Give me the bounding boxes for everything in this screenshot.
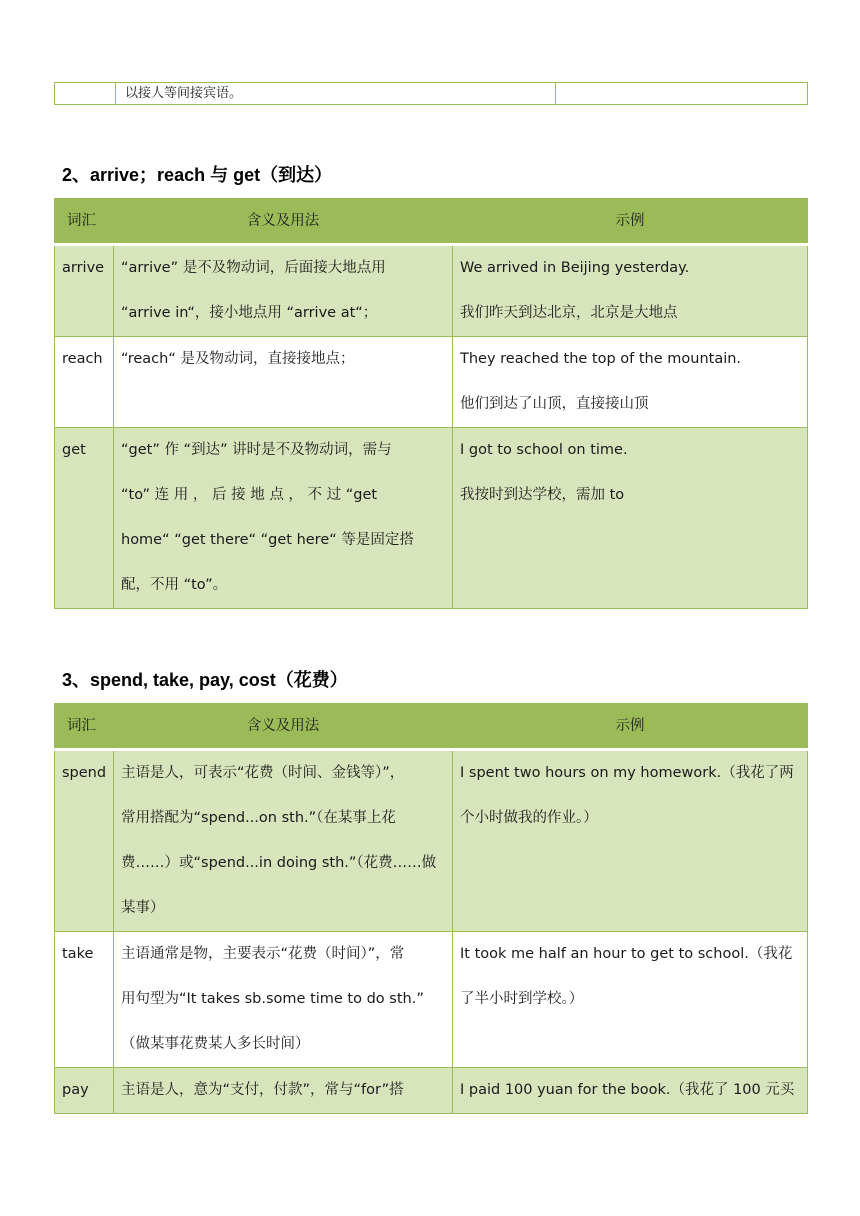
usage-line: home“ “get there“ “get here“ 等是固定搭 (121, 532, 414, 548)
usage-cell (114, 245, 453, 337)
usage-cell (114, 337, 453, 428)
column-header-word: 词汇 (55, 704, 114, 750)
example-line: We arrived in Beijing yesterday. (460, 260, 690, 276)
example-line: I paid 100 yuan for the book.（我花了 100 元买 (460, 1082, 795, 1098)
table-row-reach (55, 337, 808, 428)
column-header-usage: 含义及用法 (114, 704, 453, 750)
vocab-table-arrive-reach-get (54, 198, 808, 609)
usage-line: “to” 连 用 ， 后 接 地 点 ， 不 过 “get (121, 487, 378, 503)
usage-line: 常用搭配为“spend...on sth.”（在某事上花 (121, 810, 396, 826)
word-cell: get (55, 428, 114, 609)
word-cell: arrive (55, 245, 114, 337)
example-line: They reached the top of the mountain. (460, 351, 742, 367)
usage-line: 某事） (121, 900, 165, 916)
column-header-example: 示例 (453, 199, 808, 245)
table-row-spend (55, 750, 808, 932)
example-line: 了半小时到学校。） (460, 991, 584, 1007)
usage-line: 配，不用 “to”。 (121, 577, 228, 593)
section-heading-spend-take-pay-cost: 3、spend, take, pay, cost（花费） (62, 670, 348, 690)
table-row-get (55, 428, 808, 609)
column-header-example: 示例 (453, 704, 808, 750)
column-header-word: 词汇 (55, 199, 114, 245)
example-cell (453, 750, 808, 932)
table-row (55, 83, 808, 105)
usage-line: 主语是人，意为“支付，付款”，常与“for”搭 (121, 1082, 404, 1098)
table-cell: 以接人等间接宾语。 (116, 83, 556, 105)
table-row-take (55, 932, 808, 1068)
usage-line: 费……）或“spend...in doing sth.”（花费……做 (121, 855, 437, 871)
usage-cell (114, 1068, 453, 1114)
usage-line: （做某事花费某人多长时间） (121, 1036, 310, 1052)
usage-line: “get” 作 “到达” 讲时是不及物动词，需与 (121, 442, 392, 458)
example-cell (453, 1068, 808, 1114)
continued-table-fragment (54, 82, 808, 105)
usage-cell (114, 750, 453, 932)
table-cell (55, 83, 116, 105)
table-row-arrive (55, 245, 808, 337)
example-line: 我们昨天到达北京，北京是大地点 (460, 305, 678, 321)
usage-line: “arrive in“，接小地点用 “arrive at“； (121, 305, 378, 321)
example-line: 他们到达了山顶，直接接山顶 (460, 396, 649, 412)
section-heading-arrive-reach-get: 2、arrive；reach 与 get（到达） (62, 165, 333, 185)
vocab-table-spend-take-pay-cost (54, 703, 808, 1114)
example-cell (453, 245, 808, 337)
word-cell: pay (55, 1068, 114, 1114)
usage-line: “reach“ 是及物动词，直接接地点； (121, 351, 355, 367)
example-line: 个小时做我的作业。） (460, 810, 598, 826)
word-cell: spend (55, 750, 114, 932)
example-line: I spent two hours on my homework.（我花了两 (460, 765, 794, 781)
usage-line: 主语通常是物，主要表示“花费（时间）”，常 (121, 946, 405, 962)
example-cell (453, 932, 808, 1068)
example-line: It took me half an hour to get to school.（我花 (460, 946, 793, 962)
usage-line: “arrive” 是不及物动词，后面接大地点用 (121, 260, 386, 276)
usage-line: 主语是人，可表示“花费（时间、金钱等）”， (121, 765, 405, 781)
table-cell (556, 83, 808, 105)
table-header-row (55, 199, 808, 245)
word-cell: take (55, 932, 114, 1068)
example-cell (453, 428, 808, 609)
table-header-row (55, 704, 808, 750)
usage-cell (114, 428, 453, 609)
example-cell (453, 337, 808, 428)
example-line: 我按时到达学校，需加 to (460, 487, 625, 503)
table-row-pay (55, 1068, 808, 1114)
usage-cell (114, 932, 453, 1068)
example-line: I got to school on time. (460, 442, 628, 458)
column-header-usage: 含义及用法 (114, 199, 453, 245)
word-cell: reach (55, 337, 114, 428)
usage-line: 用句型为“It takes sb.some time to do sth.” (121, 991, 424, 1007)
